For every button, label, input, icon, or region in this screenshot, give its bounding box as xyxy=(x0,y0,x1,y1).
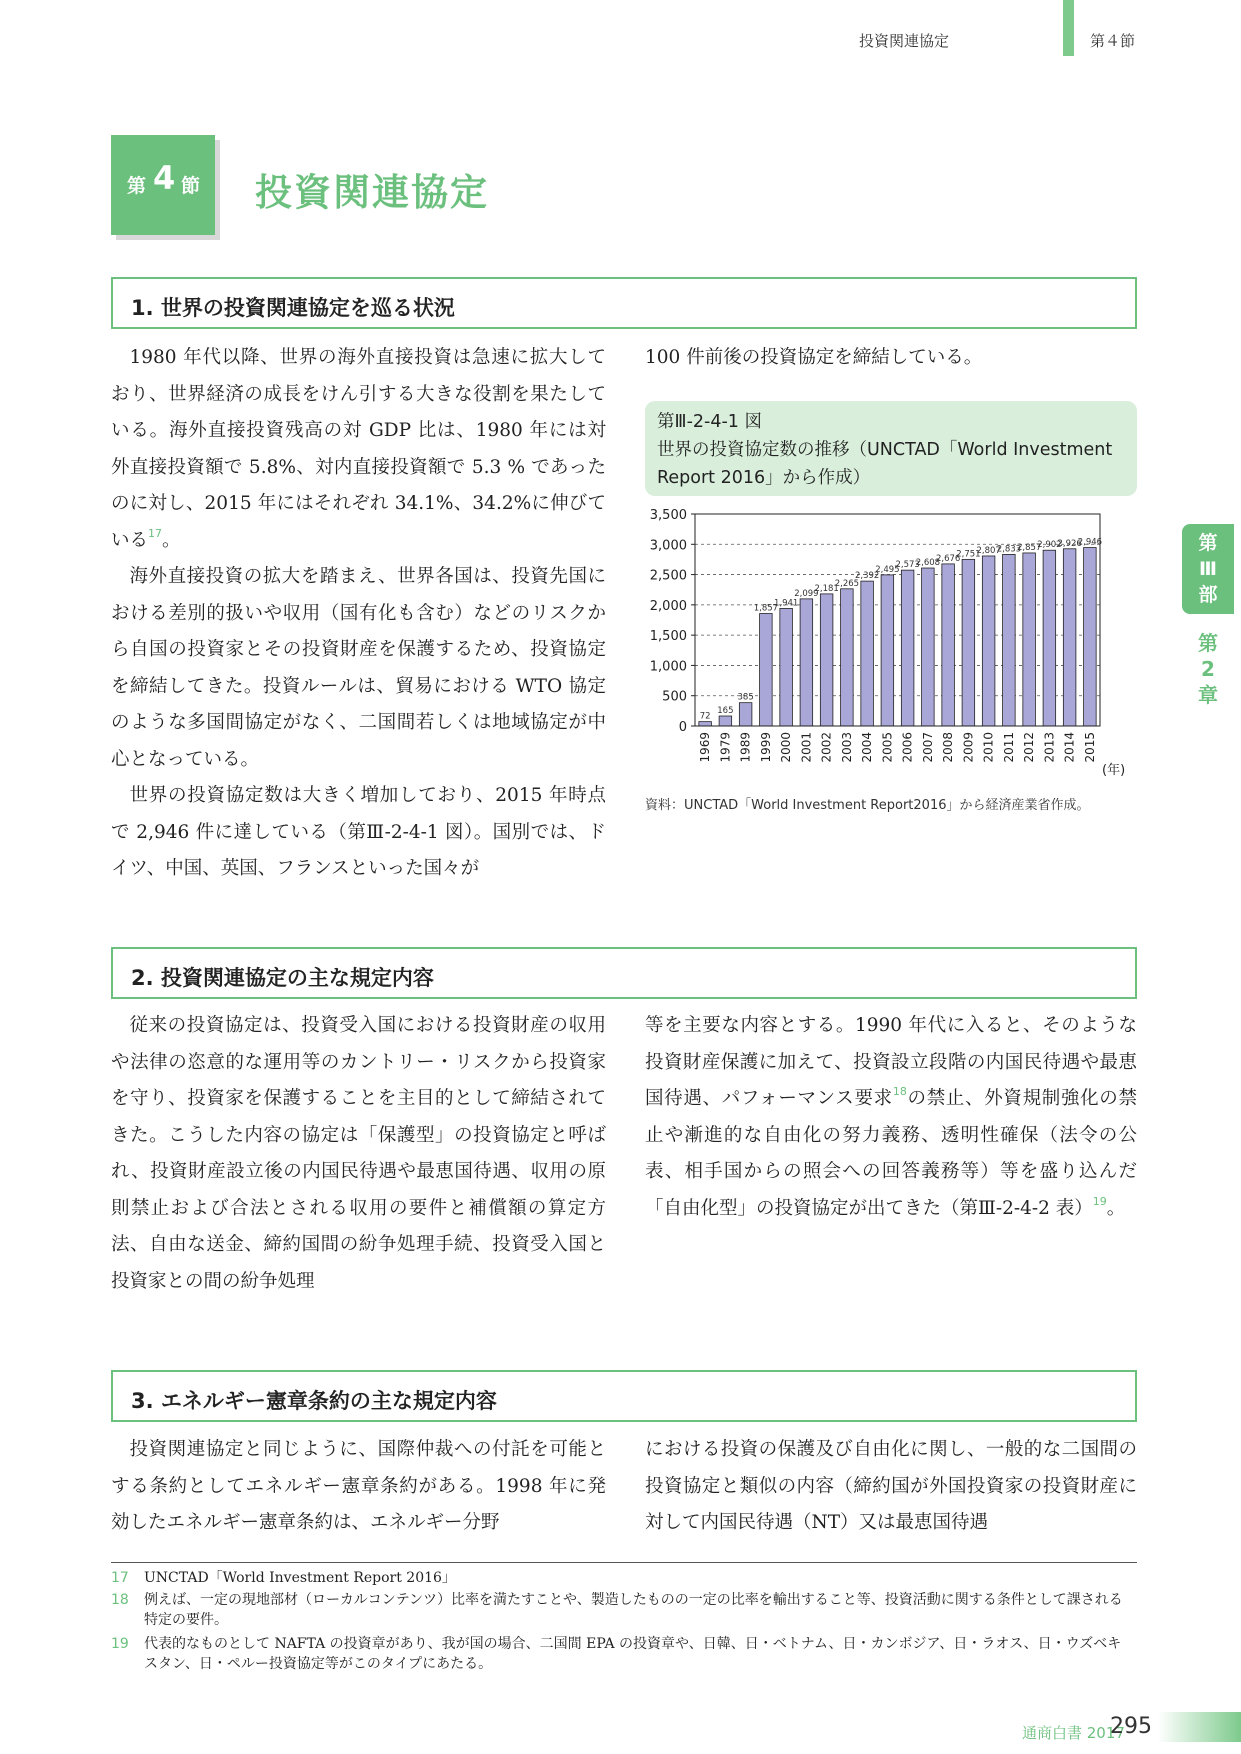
x-tick-label: 2005 xyxy=(880,732,895,763)
bar xyxy=(719,716,732,726)
footnote-text: 代表的なものとして NAFTA の投資章があり、我が国の場合、二国間 EPA の投資章や、日韓、日・ベトナム、日・カンボジア、日・ラオス、日・ウズベキスタン、日・ペルー投資協定等がこのタイプにあたる。 xyxy=(144,1636,1122,1672)
data-label: 2,676 xyxy=(935,553,961,564)
data-label: 2,946 xyxy=(1077,537,1103,548)
data-label: 1,857 xyxy=(753,603,779,614)
footnote-rule xyxy=(111,1562,1137,1563)
x-tick-label: 2000 xyxy=(779,732,794,763)
x-tick-label: 2008 xyxy=(941,732,956,763)
y-tick-label: 3,000 xyxy=(649,538,687,554)
data-label: 72 xyxy=(699,711,711,722)
footnote-number: 17 xyxy=(111,1570,129,1586)
subsection-heading-2 xyxy=(111,947,1137,999)
s3-right-column xyxy=(645,1432,1137,1542)
data-label: 2,181 xyxy=(814,583,839,594)
x-tick-label: 2006 xyxy=(900,732,915,763)
s3-left-column xyxy=(111,1432,606,1542)
chart-y-ticks xyxy=(650,508,695,735)
s2-left-column xyxy=(111,1008,606,1300)
x-tick-label: 2015 xyxy=(1082,732,1097,763)
footnote-18 xyxy=(111,1590,1137,1632)
section-suffix: 節 xyxy=(181,175,201,197)
s1-left-column xyxy=(111,340,606,888)
header-accent-bar xyxy=(1063,0,1074,56)
footer-accent-bar xyxy=(1158,1712,1241,1742)
data-label: 2,265 xyxy=(834,578,860,589)
paragraph: 世界の投資協定数は大きく増加しており、2015 年時点で 2,946 件に達している（第Ⅲ-2-4-1 図）。国別では、ドイツ、中国、英国、フランスといった国々が xyxy=(111,785,606,879)
subsection-title: 1. 世界の投資関連協定を巡る状況 xyxy=(131,296,455,320)
chapter-char: 第 xyxy=(1198,631,1218,655)
paragraph: 100 件前後の投資協定を締結している。 xyxy=(645,347,983,368)
subsection-title: 2. 投資関連協定の主な規定内容 xyxy=(131,966,434,990)
bar xyxy=(982,556,995,726)
section-title: 投資関連協定 xyxy=(255,171,489,214)
x-tick-label: 2011 xyxy=(1001,732,1016,763)
subsection-title: 3. エネルギー憲章条約の主な規定内容 xyxy=(131,1389,497,1413)
x-tick-label: 2001 xyxy=(799,732,814,763)
y-tick-label: 1,000 xyxy=(649,659,687,675)
part-tab-char: Ⅲ xyxy=(1199,558,1217,580)
bar xyxy=(1023,553,1036,726)
bar xyxy=(942,564,955,726)
footer-publication: 通商白書 2017 xyxy=(1022,1724,1125,1742)
data-label: 1,941 xyxy=(773,598,799,609)
part-tab xyxy=(1182,524,1234,614)
x-tick-label: 2009 xyxy=(961,732,976,763)
x-axis-unit: (年) xyxy=(1102,763,1126,778)
data-label: 2,807 xyxy=(976,545,1001,556)
data-label: 2,857 xyxy=(1016,542,1042,553)
footnote-number: 19 xyxy=(111,1636,129,1652)
bar xyxy=(1084,548,1097,726)
y-tick-label: 2,500 xyxy=(649,568,687,584)
bar xyxy=(800,599,813,726)
paragraph-text: 1980 年代以降、世界の海外直接投資は急速に拡大しており、世界経済の成長をけん引する大きな役割を果たしている。海外直接投資残高の対 GDP 比は、1980 年には対外直接投資額で 5.8%、対内直接投資額で 5.3 % であったのに対し、2015 年にはそれぞれ 34.1%、34.2%に伸びている xyxy=(111,347,606,551)
section-number-box xyxy=(111,135,215,235)
subsection-heading-1 xyxy=(111,277,1137,329)
x-tick-label: 1979 xyxy=(718,732,733,763)
chapter-char: 2 xyxy=(1201,657,1215,681)
y-tick-label: 3,500 xyxy=(649,508,687,523)
bar xyxy=(820,594,833,726)
x-tick-label: 1999 xyxy=(758,732,773,763)
y-tick-label: 1,500 xyxy=(649,629,687,645)
footnote-ref-19[interactable]: 19 xyxy=(1092,1194,1107,1208)
bar xyxy=(739,703,752,726)
data-label: 2,099 xyxy=(794,588,819,599)
bar xyxy=(1063,549,1076,726)
x-tick-label: 2010 xyxy=(981,732,996,763)
running-header-section: 第４節 xyxy=(1090,32,1136,50)
bar xyxy=(1003,554,1016,726)
footnote-text: UNCTAD「World Investment Report 2016」 xyxy=(144,1570,456,1586)
chart-x-ticks xyxy=(698,732,1097,763)
footnote-ref-17[interactable]: 17 xyxy=(148,526,163,540)
x-tick-label: 2002 xyxy=(819,732,834,763)
bar-chart xyxy=(645,502,1145,792)
data-label: 2,495 xyxy=(875,564,900,575)
bar xyxy=(841,589,854,726)
figure-caption: 世界の投資協定数の推移（UNCTAD「World Investment Report 2016」から作成） xyxy=(657,440,1113,488)
bar xyxy=(699,722,712,726)
x-tick-label: 2003 xyxy=(839,732,854,763)
x-tick-label: 1989 xyxy=(738,732,753,763)
bar xyxy=(962,559,975,726)
paragraph-tail: 。 xyxy=(162,529,181,551)
bar xyxy=(1043,550,1056,726)
paragraph xyxy=(645,1008,1137,1227)
paragraph-tail: 。 xyxy=(1106,1197,1126,1219)
part-tab-char: 第 xyxy=(1198,532,1218,554)
x-tick-label: 2012 xyxy=(1022,732,1037,763)
paragraph: 従来の投資協定は、投資受入国における投資財産の収用や法律の恣意的な運用等のカントリー・リスクから投資家を守り、投資家を保護することを主目的として締結されてきた。こうした内容の協定は「保護型」の投資協定と呼ばれ、投資財産設立後の内国民待遇や最恵国待遇、収用の原則禁止および合法とされる収用の要件と補償額の算定方法、自由な送金、締約国間の紛争処理手続、投資受入国と投資家との間の紛争処理 xyxy=(111,1015,606,1292)
figure-caption-box xyxy=(645,401,1137,496)
bar xyxy=(760,614,773,726)
bar xyxy=(780,608,793,726)
y-tick-label: 500 xyxy=(662,689,687,705)
section-prefix: 第 xyxy=(127,175,147,197)
data-label: 2,902 xyxy=(1037,540,1062,551)
s2-right-column xyxy=(645,1008,1137,1227)
data-label: 2,833 xyxy=(996,544,1022,555)
paragraph xyxy=(111,340,606,559)
data-label: 2,751 xyxy=(956,549,981,560)
bar xyxy=(861,581,874,726)
subsection-heading-3 xyxy=(111,1370,1137,1422)
x-tick-label: 2014 xyxy=(1062,732,1077,763)
paragraph-text: 等を主要な内容とする。1990 年代に入ると、そのような投資財産保護に加えて、投資設立段階の内国民待遇や最恵国待遇、パフォーマンス要求 xyxy=(645,1015,1137,1109)
footnote-text: 例えば、一定の現地部材（ローカルコンテンツ）比率を満たすことや、製造したものの一定の比率を輸出すること等、投資活動に関する条件として課される特定の要件。 xyxy=(144,1592,1123,1628)
chapter-label xyxy=(1188,630,1228,708)
part-tab-char: 部 xyxy=(1198,584,1218,606)
footnote-ref-18[interactable]: 18 xyxy=(892,1085,907,1098)
y-tick-label: 0 xyxy=(678,720,687,735)
chapter-char: 章 xyxy=(1198,683,1218,707)
paragraph-text: の禁止、外資規制強化の禁止や漸進的な自由化の努力義務、透明性確保（法令の公表、相手国からの照会への回答義務等）等を盛り込んだ「自由化型」の投資協定が出てきた（第Ⅲ-2-4-2 表） xyxy=(645,1088,1137,1219)
x-tick-label: 2007 xyxy=(920,732,935,763)
x-tick-label: 2013 xyxy=(1042,732,1057,763)
running-header-title: 投資関連協定 xyxy=(858,32,949,50)
x-tick-label: 2004 xyxy=(860,732,875,763)
data-label: 165 xyxy=(717,706,734,717)
s1-right-column xyxy=(645,340,1137,377)
paragraph: における投資の保護及び自由化に関し、一般的な二国間の投資協定と類似の内容（締約国が外国投資家の投資財産に対して内国民待遇（NT）又は最恵国待遇 xyxy=(645,1439,1137,1533)
bar xyxy=(881,575,894,726)
footnote-17 xyxy=(111,1568,1137,1588)
page-number: 295 xyxy=(1110,1714,1152,1739)
bar xyxy=(922,568,935,726)
paragraph: 海外直接投資の拡大を踏まえ、世界各国は、投資先国における差別的扱いや収用（国有化も含む）などのリスクから自国の投資家とその投資財産を保護するため、投資協定を締結してきた。投資ルールは、貿易における WTO 協定のような多国間協定がなく、二国間若しくは地域協定が中心となっている。 xyxy=(111,566,606,770)
section-number: 4 xyxy=(153,159,176,197)
figure-source: 資料：UNCTAD「World Investment Report2016」から経済産業省作成。 xyxy=(645,798,1090,813)
bar xyxy=(901,570,914,726)
data-label: 2,608 xyxy=(915,558,941,569)
figure-number: 第Ⅲ-2-4-1 図 xyxy=(657,412,762,432)
y-tick-label: 2,000 xyxy=(649,598,687,614)
data-label: 2,392 xyxy=(854,571,880,582)
data-label: 2,573 xyxy=(895,560,920,571)
data-label: 2,926 xyxy=(1057,538,1082,549)
footnote-number: 18 xyxy=(111,1592,129,1608)
paragraph: 投資関連協定と同じように、国際仲裁への付託を可能とする条約としてエネルギー憲章条約がある。1998 年に発効したエネルギー憲章条約は、エネルギー分野 xyxy=(111,1439,606,1533)
x-tick-label: 1969 xyxy=(698,732,713,763)
footnote-19 xyxy=(111,1634,1137,1676)
data-label: 385 xyxy=(737,692,754,703)
